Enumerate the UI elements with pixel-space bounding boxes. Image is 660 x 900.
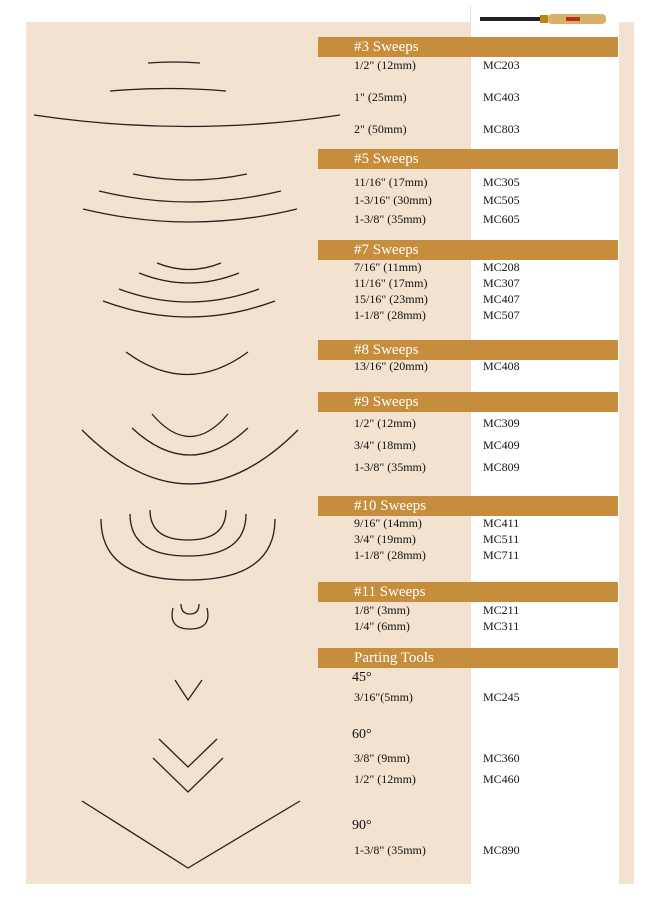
product-code: MC408 [483,359,520,373]
size-label: 7/16" (11mm) [354,260,422,274]
product-code: MC211 [483,603,520,617]
section-header: #10 Sweeps [318,496,618,516]
table-row [318,275,618,291]
size-label: 1-3/8" (35mm) [354,843,426,857]
table-row [318,618,618,634]
table-row [318,358,618,374]
table-row [318,459,618,475]
size-label: 1/2" (12mm) [354,772,416,786]
product-code: MC403 [483,90,520,104]
product-code: MC407 [483,292,520,306]
size-label: 13/16" (20mm) [354,359,428,373]
sweep-10-large [101,519,275,580]
table-row [318,291,618,307]
product-code: MC507 [483,308,520,322]
product-code: MC809 [483,460,520,474]
sweep-3-large [34,115,340,127]
table-row [318,750,618,766]
size-label: 1-3/8" (35mm) [354,212,426,226]
section-header: #3 Sweeps [318,37,618,57]
sweep-9-large [82,430,298,484]
table-row [318,842,618,858]
product-code: MC360 [483,751,520,765]
product-code: MC309 [483,416,520,430]
sweep-8 [126,352,248,375]
table-row [318,57,618,73]
size-label: 11/16" (17mm) [354,175,428,189]
product-code: MC460 [483,772,520,786]
section-header: #7 Sweeps [318,240,618,260]
product-code: MC803 [483,122,520,136]
size-label: 3/4" (18mm) [354,438,416,452]
parting-60-large [153,758,223,792]
angle-label: 60° [352,727,372,742]
table-row [318,437,618,453]
parting-45 [175,680,202,700]
product-code: MC208 [483,260,520,274]
table-row [318,415,618,431]
sweep-7-medium [139,273,239,283]
sweep-5-small [133,174,247,180]
product-code: MC605 [483,212,520,226]
table-row [318,174,618,190]
product-code: MC409 [483,438,520,452]
table-row [318,689,618,705]
sweep-10-medium [130,514,246,556]
size-label: 1/2" (12mm) [354,58,416,72]
section-header: #8 Sweeps [318,340,618,360]
size-label: 1/2" (12mm) [354,416,416,430]
size-label: 1/4" (6mm) [354,619,410,633]
table-row [318,211,618,227]
table-row [318,771,618,787]
table-row [318,602,618,618]
table-row [318,192,618,208]
sweep-11-small [181,604,199,614]
size-label: 3/4" (19mm) [354,532,416,546]
sweep-5-medium [99,191,281,202]
sweep-3-medium [110,89,226,92]
sweep-7-xlarge [103,301,275,317]
table-row [318,307,618,323]
sweep-9-medium [132,428,248,455]
size-label: 1-3/8" (35mm) [354,460,426,474]
size-label: 1-1/8" (28mm) [354,548,426,562]
product-code: MC890 [483,843,520,857]
size-label: 1" (25mm) [354,90,407,104]
size-label: 11/16" (17mm) [354,276,428,290]
section-header: #11 Sweeps [318,582,618,602]
table-row [318,515,618,531]
angle-label: 90° [352,818,372,833]
section-header: #5 Sweeps [318,149,618,169]
angle-label: 45° [352,670,372,685]
sweep-3-small [148,62,200,63]
sweep-7-large [119,289,259,302]
product-code: MC307 [483,276,520,290]
product-code: MC305 [483,175,520,189]
table-row [318,89,618,105]
size-label: 1-3/16" (30mm) [354,193,432,207]
size-label: 1-1/8" (28mm) [354,308,426,322]
product-code: MC411 [483,516,520,530]
product-code: MC311 [483,619,520,633]
table-row [318,547,618,563]
size-label: 2" (50mm) [354,122,407,136]
parting-90 [82,801,300,868]
sweep-10-small [150,510,226,540]
parting-tools-header: Parting Tools [318,648,618,668]
table-row [318,531,618,547]
parting-60-small [159,739,217,767]
size-label: 1/8" (3mm) [354,603,410,617]
sweep-11-large [172,608,208,629]
product-code: MC511 [483,532,520,546]
size-label: 3/16"(5mm) [354,690,413,704]
product-code: MC245 [483,690,520,704]
sweep-9-small [152,414,228,437]
product-code: MC505 [483,193,520,207]
sweep-7-small [157,263,221,270]
product-code: MC203 [483,58,520,72]
table-row [318,121,618,137]
size-label: 9/16" (14mm) [354,516,422,530]
section-header: #9 Sweeps [318,392,618,412]
size-label: 15/16" (23mm) [354,292,428,306]
sweep-5-large [83,209,297,222]
product-code: MC711 [483,548,520,562]
size-label: 3/8" (9mm) [354,751,410,765]
table-row [318,259,618,275]
